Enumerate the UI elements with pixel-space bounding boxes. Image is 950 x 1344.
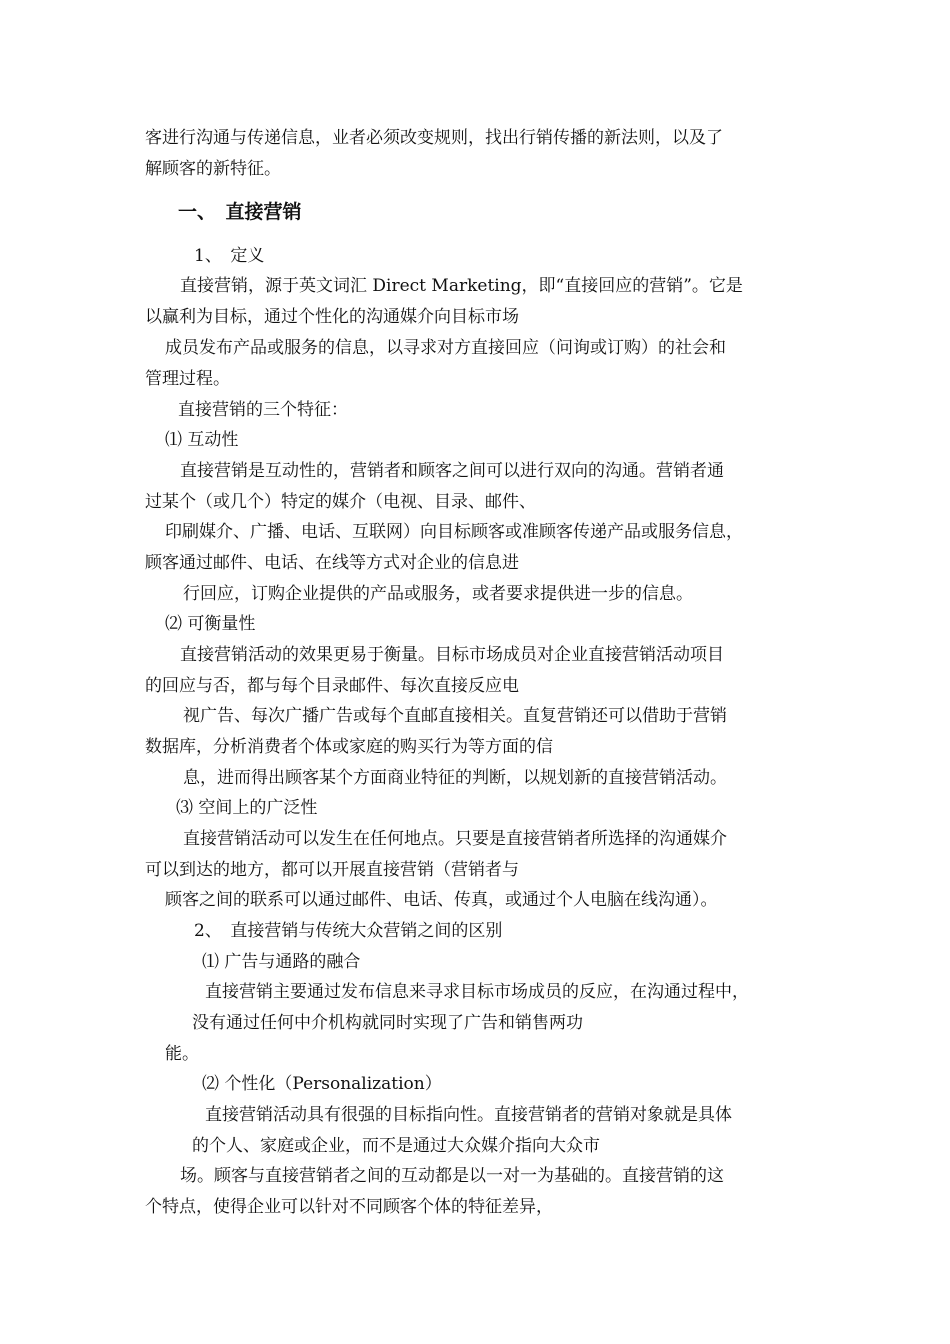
body-line: 印刷媒介、广播、电话、互联网）向目标顾客或准顾客传递产品或服务信息，: [165, 522, 743, 542]
body-line: 直接营销，源于英文词汇 Direct Marketing，即“直接回应的营销”。它是: [180, 276, 743, 296]
body-line: 以赢利为目标，通过个性化的沟通媒介向目标市场: [145, 307, 519, 327]
body-line: 没有通过任何中介机构就同时实现了广告和销售两功: [192, 1013, 583, 1033]
body-line: 顾客通过邮件、电话、在线等方式对企业的信息进: [145, 553, 519, 573]
body-line: 息，进而得出顾客某个方面商业特征的判断，以规划新的直接营销活动。: [183, 768, 727, 788]
body-line: 解顾客的新特征。: [145, 159, 281, 179]
body-line: 能。: [165, 1044, 199, 1064]
list-item-heading: ⑵ 个性化（Personalization）: [202, 1074, 442, 1094]
body-line: 直接营销活动可以发生在任何地点。只要是直接营销者所选择的沟通媒介: [183, 829, 727, 849]
body-line: 的个人、家庭或企业，而不是通过大众媒介指向大众市: [192, 1136, 600, 1156]
body-line: 可以到达的地方，都可以开展直接营销（营销者与: [145, 860, 519, 880]
body-line: 成员发布产品或服务的信息，以寻求对方直接回应（问询或订购）的社会和: [165, 338, 726, 358]
body-line: 的回应与否，都与每个目录邮件、每次直接反应电: [145, 676, 519, 696]
body-line: 行回应，订购企业提供的产品或服务，或者要求提供进一步的信息。: [183, 584, 693, 604]
body-line: 视广告、每次广播广告或每个直邮直接相关。直复营销还可以借助于营销: [183, 706, 727, 726]
list-item-heading: ⑴ 广告与通路的融合: [202, 952, 361, 972]
section-heading: 一、 直接营销: [178, 201, 302, 223]
body-line: 场。顾客与直接营销者之间的互动都是以一对一为基础的。直接营销的这: [180, 1166, 724, 1186]
body-line: 顾客之间的联系可以通过邮件、电话、传真，或通过个人电脑在线沟通）。: [165, 890, 718, 910]
body-line: 数据库，分析消费者个体或家庭的购买行为等方面的信: [145, 737, 553, 757]
body-line: 过某个（或几个）特定的媒介（电视、目录、邮件、: [145, 492, 536, 512]
subsection-heading: 2、 直接营销与传统大众营销之间的区别: [194, 921, 503, 941]
body-line: 管理过程。: [145, 369, 230, 389]
body-line: 直接营销活动的效果更易于衡量。目标市场成员对企业直接营销活动项目: [180, 645, 724, 665]
body-line: 客进行沟通与传递信息，业者必须改变规则，找出行销传播的新法则，以及了: [145, 128, 723, 148]
body-line: 直接营销的三个特征：: [178, 400, 348, 420]
body-line: 直接营销活动具有很强的目标指向性。直接营销者的营销对象就是具体: [205, 1105, 732, 1125]
subsection-heading: 1、 定义: [194, 246, 265, 266]
list-item-heading: ⑶ 空间上的广泛性: [176, 798, 318, 818]
body-line: 直接营销是互动性的，营销者和顾客之间可以进行双向的沟通。营销者通: [180, 461, 724, 481]
body-line: 个特点，使得企业可以针对不同顾客个体的特征差异，: [145, 1197, 553, 1217]
list-item-heading: ⑵ 可衡量性: [165, 614, 256, 634]
list-item-heading: ⑴ 互动性: [165, 430, 239, 450]
body-line: 直接营销主要通过发布信息来寻求目标市场成员的反应，在沟通过程中，: [205, 982, 749, 1002]
